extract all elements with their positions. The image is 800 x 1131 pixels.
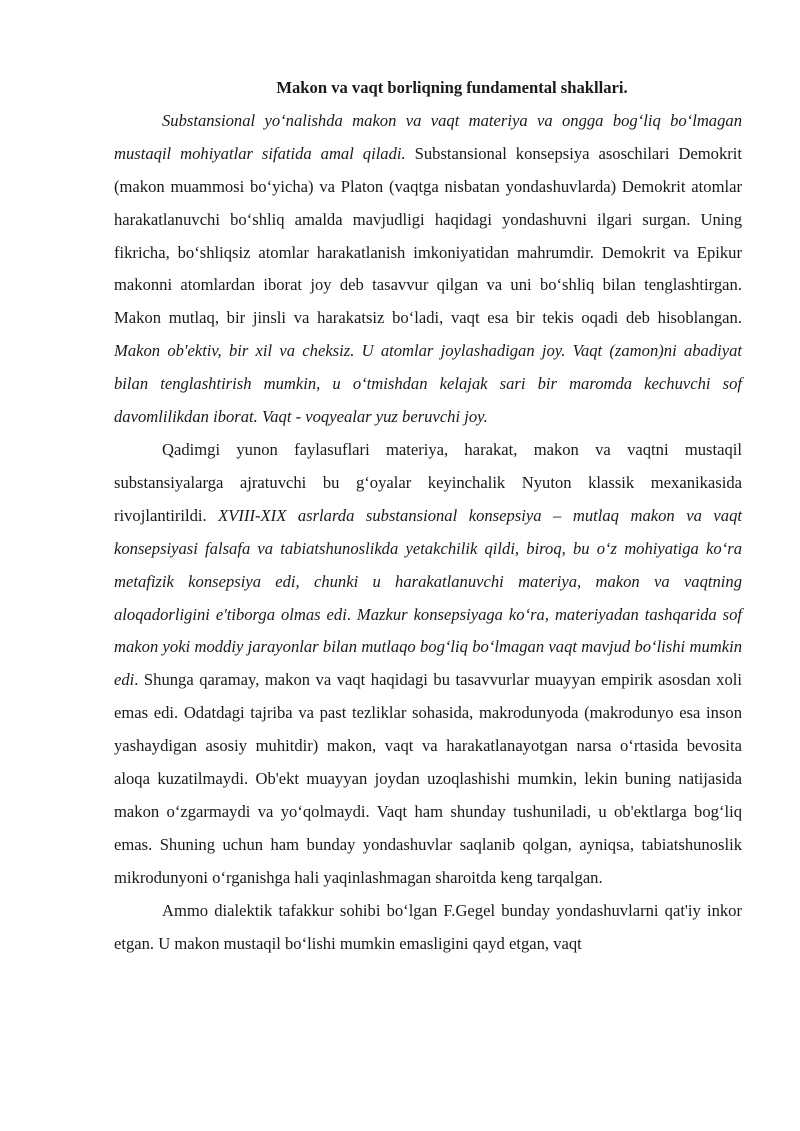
paragraph-2: [114, 434, 742, 895]
paragraph-1: [114, 105, 742, 434]
text-run: . Shunga qaramay, makon va vaqt haqidagi bu tasavvurlar muayyan empirik asosdan xoli emas edi. Odatdagi tajriba va past tezliklar sohasida, makrodunyoda (makrodunyo esa inson yashaydigan asosiy muhitdir) makon, vaqt va harakatlanayotgan narsa o‘rtasida bevosita aloqa kuzatilmaydi. Ob'ekt muayyan joydan uzoqlashishi mumkin, lekin buning natijasida makon o‘zgarmaydi va yo‘qolmaydi. Vaqt ham shunday tushuniladi, u ob'ektlarga bog‘liq emas. Shuning uchun ham bunday yondashuvlar saqlanib qolgan, ayniqsa, tabiatshunoslik mikrodunyoni o‘rganishga hali yaqinlashmagan sharoitda keng tarqalgan.: [114, 670, 742, 887]
paragraph-3: [114, 895, 742, 961]
text-run: Ammo dialektik tafakkur sohibi bo‘lgan F.Gegel bunday yondashuvlarni qat'iy inkor etgan. U makon mustaqil bo‘lishi mumkin emasligini qayd etgan, vaqt: [114, 900, 742, 953]
text-run: Mazkur konsepsiyaga ko‘ra, materiyadan tashqarida sof makon yoki moddiy jarayonlar bilan mutlaqo bog‘liq bo‘lmagan vaqt mavjud bo‘lishi mumkin edi: [114, 604, 743, 690]
document-title: Makon va vaqt borliqning fundamental shakllari.: [276, 78, 628, 97]
text-run: XVIII-XIX asrlarda substansional konsepsiya – mutlaq makon va vaqt konsepsiyasi falsafa va tabiatshunoslikda yetakchilik qildi, biroq, bu o‘z mohiyatiga ko‘ra metafizik konsepsiya edi, chunki u harakatlanuvchi materiya, makon va vaqtning aloqadorligini e'tiborga olmas edi: [114, 505, 742, 624]
document-page: [114, 72, 742, 960]
text-run: Makon ob'ektiv, bir xil va cheksiz. U atomlar joylashadigan joy. Vaqt (zamon)ni abadiyat bilan tenglashtirish mumkin, u o‘tmishdan kelajak sari bir maromda kechuvchi sof davomlilikdan iborat. Vaqt - voqyealar yuz beruvchi joy.: [114, 341, 742, 427]
text-run: Substansional konsepsiya asoschilari Demokrit (makon muammosi bo‘yicha) va Platon (vaqtga nisbatan yondashuvlarda) Demokrit atomlar harakatlanuvchi bo‘shliq amalda mavjudligi haqidagi yondashuvni ilgari surgan. Uning fikricha, bo‘shliqsiz atomlar harakatlanish imkoniyatidan mahrumdir. Demokrit va Epikur makonni atomlardan iborat joy deb tasavvur qilgan va uni bo‘shliq bilan tenglashtirgan. Makon mutlaq, bir jinsli va harakatsiz bo‘ladi, vaqt esa bir tekis oqadi deb hisoblangan.: [114, 143, 742, 328]
text-run: Substansional yo‘nalishda makon va vaqt materiya va ongga bog‘liq bo‘lmagan mustaqil mohiyatlar sifatida amal qiladi.: [114, 110, 742, 163]
text-run: .: [346, 604, 357, 624]
text-run: Qadimgi yunon faylasuflari materiya, harakat, makon va vaqtni mustaqil substansiyalarga ajratuvchi bu g‘oyalar keyinchalik Nyuton klassik mexanikasida rivojlantirildi.: [114, 439, 742, 525]
